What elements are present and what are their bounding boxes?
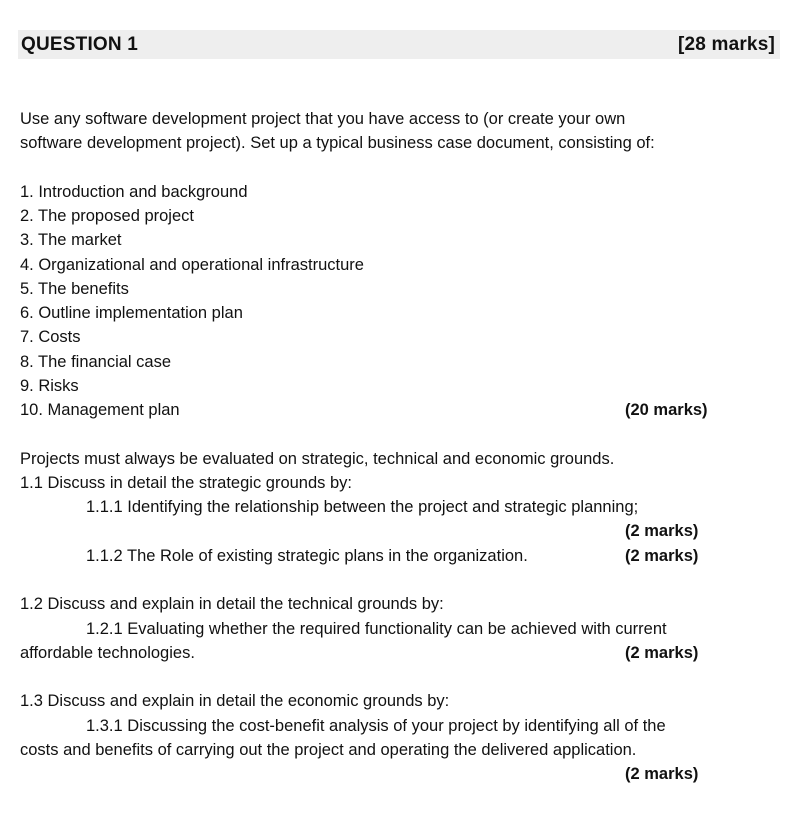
section-1-2-1-marks: (2 marks) (625, 644, 699, 662)
list-item: 2. The proposed project (20, 207, 194, 225)
section-1-1-1-text: 1.1.1 Identifying the relationship between the project and strategic planning; (86, 498, 639, 516)
section-1-3-1-marks: (2 marks) (625, 765, 699, 783)
list-item: 1. Introduction and background (20, 183, 248, 201)
list-item: 4. Organizational and operational infrastructure (20, 256, 364, 274)
section-1-3-1-line-1: 1.3.1 Discussing the cost-benefit analysis of your project by identifying all of the (86, 717, 666, 735)
evaluation-intro: Projects must always be evaluated on strategic, technical and economic grounds. (20, 450, 615, 468)
section-1-1-2-marks: (2 marks) (625, 547, 699, 565)
intro-line-1: Use any software development project that you have access to (or create your own (20, 110, 626, 128)
intro-line-2: software development project). Set up a typical business case document, consisting of: (20, 134, 655, 152)
list-item: 7. Costs (20, 328, 81, 346)
section-1-3-1-line-2: costs and benefits of carrying out the project and operating the delivered application. (20, 741, 637, 759)
list-item: 8. The financial case (20, 353, 172, 371)
list-item: 3. The market (20, 231, 122, 249)
list-item: 9. Risks (20, 377, 79, 395)
section-1-2-1-line-2: affordable technologies. (20, 644, 195, 662)
section-1-2-1-line-1: 1.2.1 Evaluating whether the required functionality can be achieved with current (86, 620, 667, 638)
list-item: 10. Management plan (20, 401, 180, 419)
section-1-2-heading: 1.2 Discuss and explain in detail the technical grounds by: (20, 595, 444, 613)
items-marks: (20 marks) (625, 401, 708, 419)
list-item: 6. Outline implementation plan (20, 304, 243, 322)
section-1-3-heading: 1.3 Discuss and explain in detail the economic grounds by: (20, 692, 450, 710)
section-1-1-1-marks: (2 marks) (625, 522, 699, 540)
section-1-1-heading: 1.1 Discuss in detail the strategic grounds by: (20, 474, 353, 492)
list-item: 5. The benefits (20, 280, 129, 298)
question-title: QUESTION 1 (21, 34, 139, 55)
section-1-1-2-text: 1.1.2 The Role of existing strategic plans in the organization. (86, 547, 528, 565)
question-total-marks: [28 marks] (677, 34, 775, 55)
